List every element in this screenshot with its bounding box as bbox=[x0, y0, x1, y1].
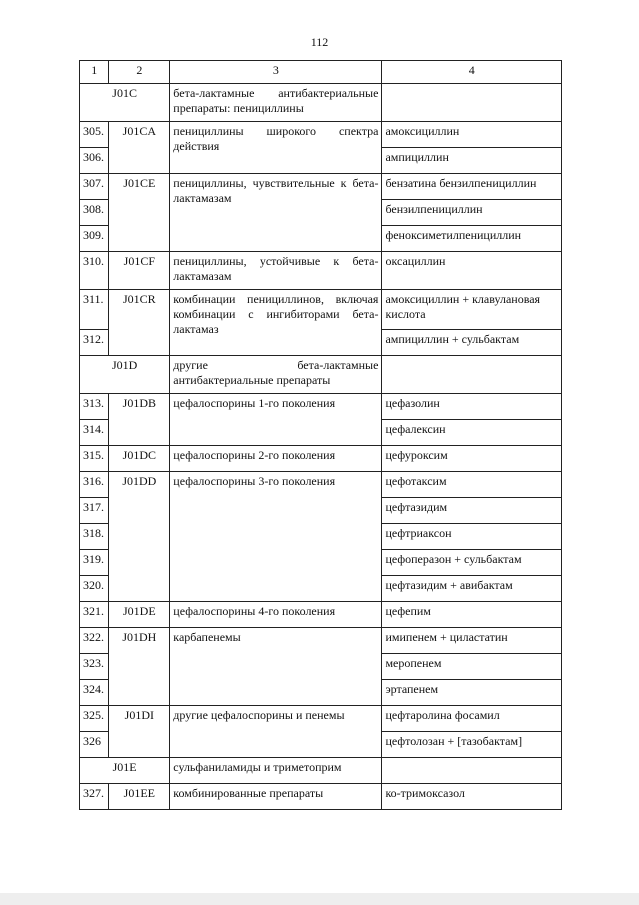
group-name: комбинированные препараты bbox=[170, 784, 382, 810]
drug-name: цефоперазон + сульбактам bbox=[382, 550, 562, 576]
row-number: 317. bbox=[80, 498, 109, 524]
table-row bbox=[80, 252, 562, 290]
table-row bbox=[80, 290, 562, 330]
row-number: 312. bbox=[80, 330, 109, 356]
group-code: J01DE bbox=[109, 602, 170, 628]
row-number: 327. bbox=[80, 784, 109, 810]
drug-name: бензатина бензилпенициллин bbox=[382, 174, 562, 200]
section-row bbox=[80, 84, 562, 122]
table-row bbox=[80, 602, 562, 628]
table-row bbox=[80, 784, 562, 810]
drug-name: феноксиметилпенициллин bbox=[382, 226, 562, 252]
section-row bbox=[80, 758, 562, 784]
table-row bbox=[80, 472, 562, 498]
group-name: цефалоспорины 4-го поколения bbox=[170, 602, 382, 628]
header-col-2: 2 bbox=[109, 61, 170, 84]
drug-name: ампициллин bbox=[382, 148, 562, 174]
row-number: 319. bbox=[80, 550, 109, 576]
group-code: J01DC bbox=[109, 446, 170, 472]
drug-name: оксациллин bbox=[382, 252, 562, 290]
section-name: сульфаниламиды и триметоприм bbox=[170, 758, 382, 784]
group-code: J01CF bbox=[109, 252, 170, 290]
row-number: 316. bbox=[80, 472, 109, 498]
row-number: 308. bbox=[80, 200, 109, 226]
table-row bbox=[80, 122, 562, 148]
row-number: 309. bbox=[80, 226, 109, 252]
section-name: бета-лактамные антибактериальные препараты: пенициллины bbox=[170, 84, 382, 122]
drug-name: цефтаролина фосамил bbox=[382, 706, 562, 732]
table-row bbox=[80, 628, 562, 654]
group-name: пенициллины, чувствительные к бета-лактамазам bbox=[170, 174, 382, 252]
row-number: 320. bbox=[80, 576, 109, 602]
drug-name: ампициллин + сульбактам bbox=[382, 330, 562, 356]
drug-name: цефтазидим + авибактам bbox=[382, 576, 562, 602]
group-code: J01DI bbox=[109, 706, 170, 758]
row-number: 307. bbox=[80, 174, 109, 200]
group-name: комбинации пенициллинов, включая комбинации с ингибиторами бета-лактамаз bbox=[170, 290, 382, 356]
header-row bbox=[80, 61, 562, 84]
drug-name: бензилпенициллин bbox=[382, 200, 562, 226]
row-number: 321. bbox=[80, 602, 109, 628]
row-number: 324. bbox=[80, 680, 109, 706]
page-number: 112 bbox=[310, 35, 329, 49]
table-row bbox=[80, 394, 562, 420]
section-name: другие бета-лактамные антибактериальные препараты bbox=[170, 356, 382, 394]
drug-name: эртапенем bbox=[382, 680, 562, 706]
row-number: 305. bbox=[80, 122, 109, 148]
group-code: J01CE bbox=[109, 174, 170, 252]
row-number: 314. bbox=[80, 420, 109, 446]
section-code: J01D bbox=[80, 356, 170, 394]
group-name: пенициллины широкого спектра действия bbox=[170, 122, 382, 174]
drug-name: цефотаксим bbox=[382, 472, 562, 498]
row-number: 322. bbox=[80, 628, 109, 654]
section-code: J01C bbox=[80, 84, 170, 122]
drug-name: цефазолин bbox=[382, 394, 562, 420]
header-col-4: 4 bbox=[382, 61, 562, 84]
drug-name: меропенем bbox=[382, 654, 562, 680]
row-number: 310. bbox=[80, 252, 109, 290]
drug-table bbox=[79, 60, 562, 810]
drug-name: цефалексин bbox=[382, 420, 562, 446]
group-name: другие цефалоспорины и пенемы bbox=[170, 706, 382, 758]
header-col-1: 1 bbox=[80, 61, 109, 84]
drug-name: цефепим bbox=[382, 602, 562, 628]
group-code: J01EE bbox=[109, 784, 170, 810]
table-row bbox=[80, 706, 562, 732]
row-number: 315. bbox=[80, 446, 109, 472]
group-name: цефалоспорины 2-го поколения bbox=[170, 446, 382, 472]
group-code: J01CR bbox=[109, 290, 170, 356]
group-name: карбапенемы bbox=[170, 628, 382, 706]
drug-name: цефтриаксон bbox=[382, 524, 562, 550]
table-row bbox=[80, 174, 562, 200]
group-code: J01DD bbox=[109, 472, 170, 602]
section-row bbox=[80, 356, 562, 394]
drug-name: ко-тримоксазол bbox=[382, 784, 562, 810]
row-number: 325. bbox=[80, 706, 109, 732]
group-name: цефалоспорины 1-го поколения bbox=[170, 394, 382, 446]
group-code: J01DB bbox=[109, 394, 170, 446]
table-row bbox=[80, 446, 562, 472]
group-name: пенициллины, устойчивые к бета-лактамазам bbox=[170, 252, 382, 290]
row-number: 306. bbox=[80, 148, 109, 174]
drug-name: амоксициллин + клавулановая кислота bbox=[382, 290, 562, 330]
drug-name: цефтазидим bbox=[382, 498, 562, 524]
bottom-strip bbox=[0, 893, 639, 905]
section-code: J01E bbox=[80, 758, 170, 784]
row-number: 323. bbox=[80, 654, 109, 680]
row-number: 313. bbox=[80, 394, 109, 420]
drug-name: цефуроксим bbox=[382, 446, 562, 472]
row-number: 326 bbox=[80, 732, 109, 758]
group-code: J01CA bbox=[109, 122, 170, 174]
drug-name: амоксициллин bbox=[382, 122, 562, 148]
drug-name: цефтолозан + [тазобактам] bbox=[382, 732, 562, 758]
row-number: 311. bbox=[80, 290, 109, 330]
group-name: цефалоспорины 3-го поколения bbox=[170, 472, 382, 602]
group-code: J01DH bbox=[109, 628, 170, 706]
drug-name: имипенем + циластатин bbox=[382, 628, 562, 654]
header-col-3: 3 bbox=[170, 61, 382, 84]
row-number: 318. bbox=[80, 524, 109, 550]
